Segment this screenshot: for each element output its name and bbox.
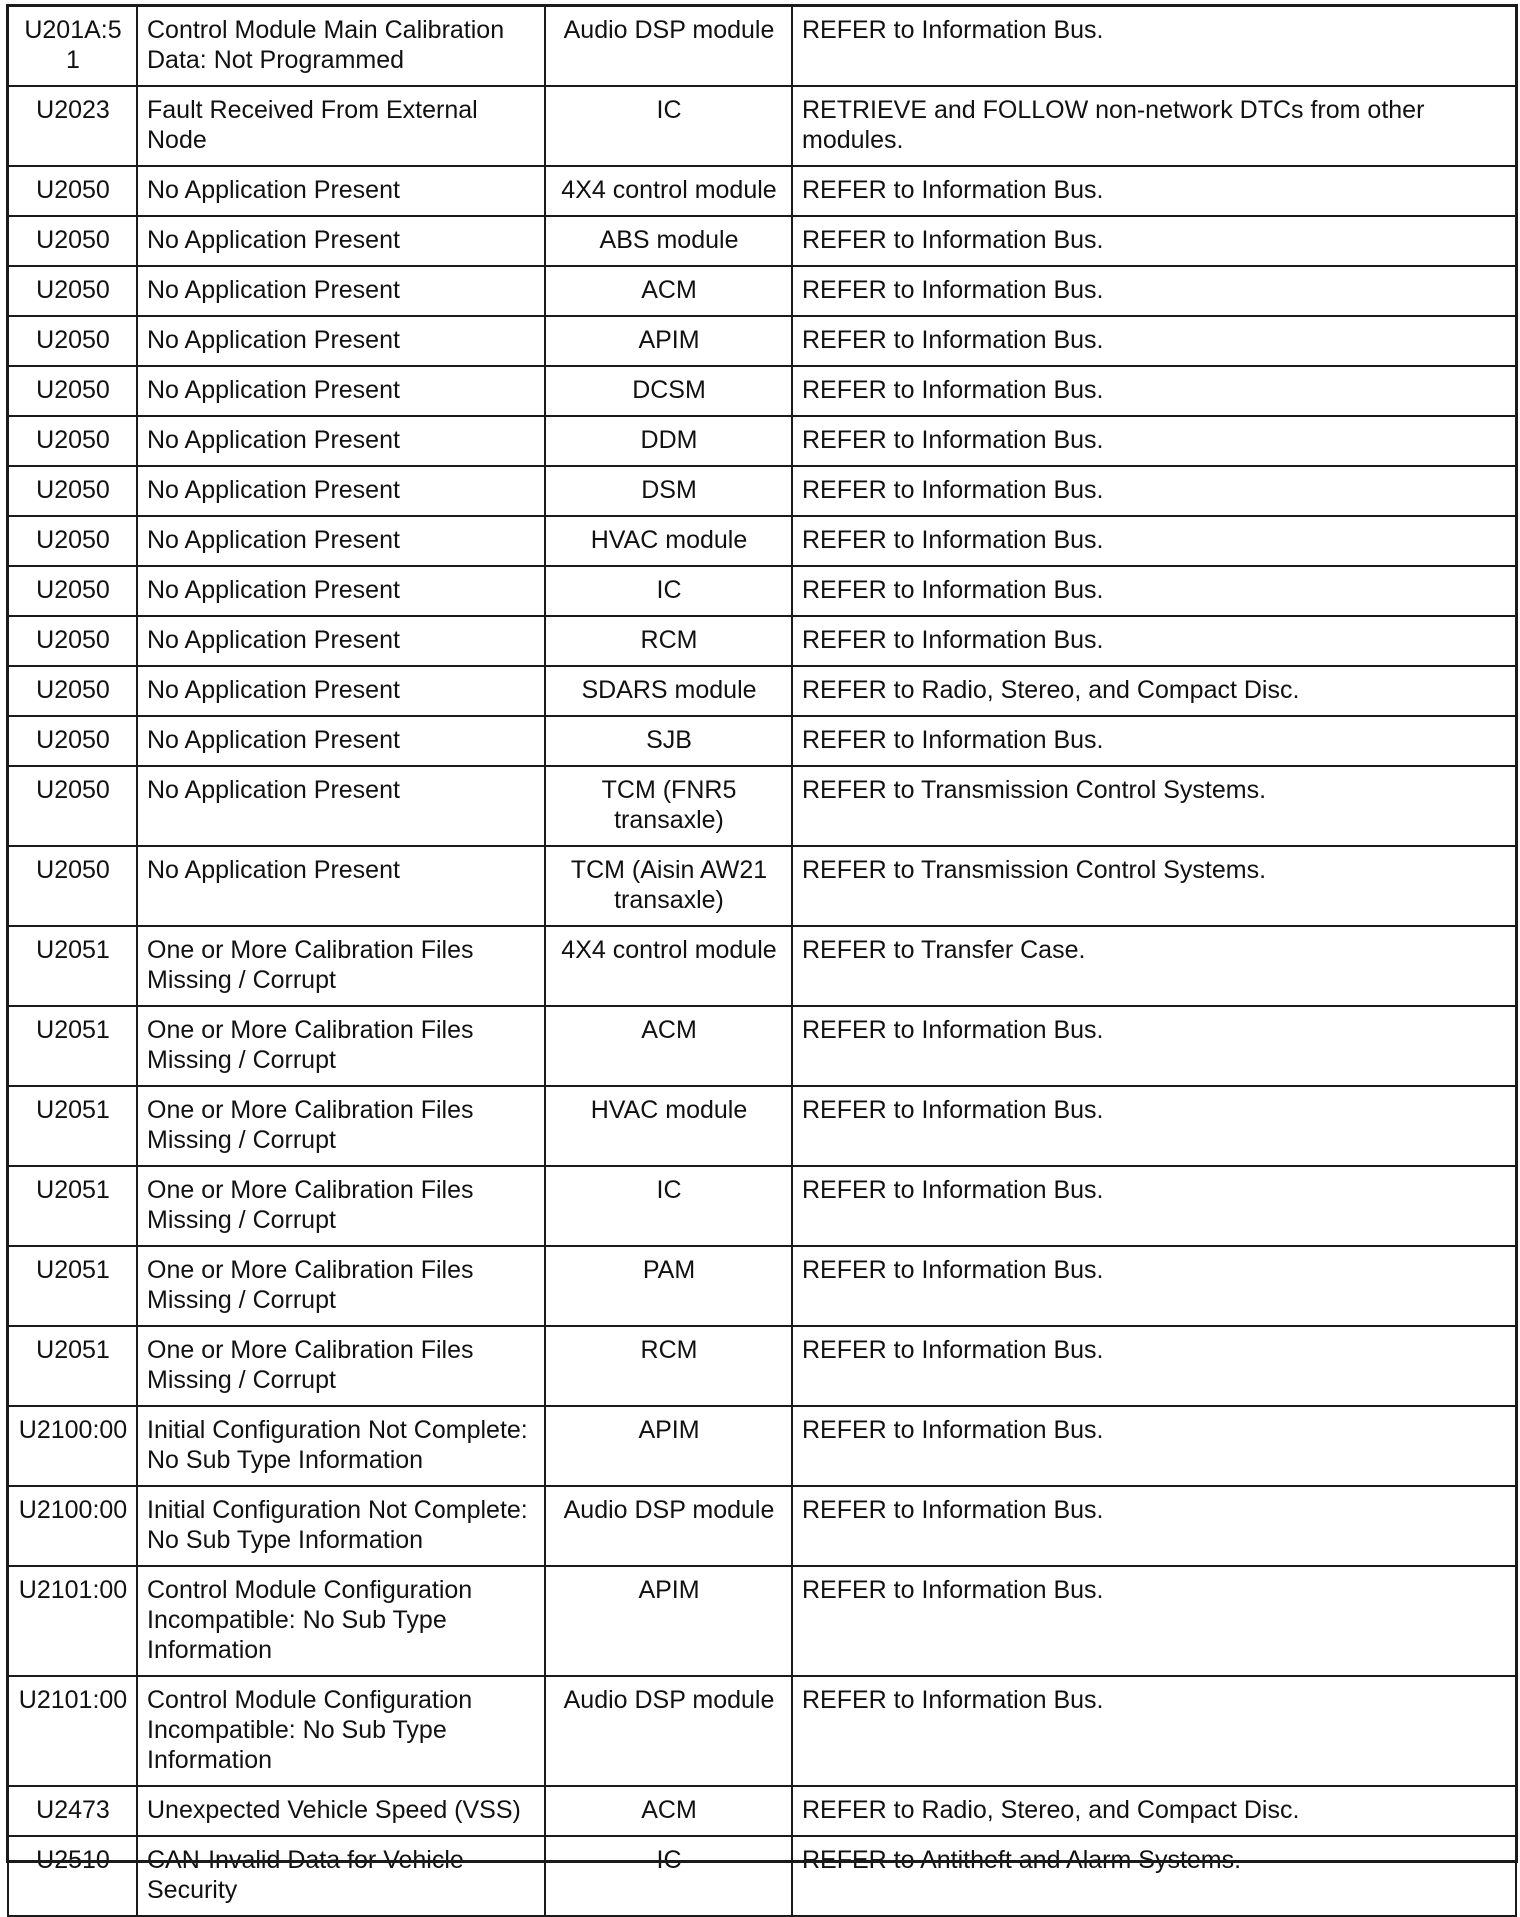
dtc-module: ACM bbox=[545, 1786, 792, 1836]
dtc-code: U2050 bbox=[8, 166, 137, 216]
dtc-code: U2051 bbox=[8, 1166, 137, 1246]
dtc-description: No Application Present bbox=[137, 216, 545, 266]
dtc-description: Control Module Configuration Incompatible: No Sub Type Information bbox=[137, 1566, 545, 1676]
table-row bbox=[8, 86, 1516, 166]
dtc-module: IC bbox=[545, 566, 792, 616]
dtc-action: REFER to Information Bus. bbox=[792, 1486, 1516, 1566]
table-row bbox=[8, 316, 1516, 366]
dtc-description: No Application Present bbox=[137, 266, 545, 316]
dtc-description: One or More Calibration Files Missing / Corrupt bbox=[137, 1086, 545, 1166]
dtc-module: TCM (Aisin AW21 transaxle) bbox=[545, 846, 792, 926]
table-row bbox=[8, 416, 1516, 466]
dtc-action: REFER to Information Bus. bbox=[792, 166, 1516, 216]
dtc-code: U2050 bbox=[8, 666, 137, 716]
dtc-module: SJB bbox=[545, 716, 792, 766]
dtc-description: No Application Present bbox=[137, 166, 545, 216]
dtc-action: REFER to Information Bus. bbox=[792, 266, 1516, 316]
dtc-code: U2050 bbox=[8, 466, 137, 516]
dtc-description: One or More Calibration Files Missing / Corrupt bbox=[137, 1006, 545, 1086]
table-row bbox=[8, 766, 1516, 846]
table-row bbox=[8, 1836, 1516, 1916]
table-row bbox=[8, 1166, 1516, 1246]
table-row bbox=[8, 266, 1516, 316]
dtc-module: ACM bbox=[545, 1006, 792, 1086]
dtc-module: IC bbox=[545, 1836, 792, 1916]
dtc-module: APIM bbox=[545, 316, 792, 366]
dtc-action: REFER to Information Bus. bbox=[792, 1006, 1516, 1086]
dtc-description: No Application Present bbox=[137, 766, 545, 846]
dtc-code: U2051 bbox=[8, 926, 137, 1006]
dtc-description: No Application Present bbox=[137, 616, 545, 666]
dtc-module: IC bbox=[545, 86, 792, 166]
dtc-code: U2050 bbox=[8, 266, 137, 316]
dtc-module: ABS module bbox=[545, 216, 792, 266]
dtc-code: U2051 bbox=[8, 1246, 137, 1326]
dtc-action: REFER to Information Bus. bbox=[792, 1326, 1516, 1406]
dtc-code: U2050 bbox=[8, 366, 137, 416]
dtc-action: REFER to Information Bus. bbox=[792, 1676, 1516, 1786]
table-row bbox=[8, 1406, 1516, 1486]
dtc-module: TCM (FNR5 transaxle) bbox=[545, 766, 792, 846]
dtc-description: Control Module Main Calibration Data: Not Programmed bbox=[137, 6, 545, 86]
dtc-action: REFER to Information Bus. bbox=[792, 566, 1516, 616]
dtc-action: REFER to Transmission Control Systems. bbox=[792, 846, 1516, 926]
dtc-action: REFER to Information Bus. bbox=[792, 716, 1516, 766]
dtc-code: U2100:00 bbox=[8, 1406, 137, 1486]
table-row bbox=[8, 666, 1516, 716]
dtc-module: Audio DSP module bbox=[545, 1486, 792, 1566]
dtc-action: REFER to Information Bus. bbox=[792, 216, 1516, 266]
dtc-code: U2050 bbox=[8, 716, 137, 766]
table-row bbox=[8, 716, 1516, 766]
dtc-table bbox=[7, 5, 1517, 1917]
dtc-code: U2050 bbox=[8, 846, 137, 926]
dtc-code: U2050 bbox=[8, 566, 137, 616]
table-row bbox=[8, 1676, 1516, 1786]
dtc-description: Initial Configuration Not Complete: No Sub Type Information bbox=[137, 1486, 545, 1566]
dtc-module: Audio DSP module bbox=[545, 1676, 792, 1786]
table-row bbox=[8, 1566, 1516, 1676]
table-row bbox=[8, 926, 1516, 1006]
dtc-description: One or More Calibration Files Missing / Corrupt bbox=[137, 926, 545, 1006]
dtc-description: One or More Calibration Files Missing / Corrupt bbox=[137, 1166, 545, 1246]
dtc-code: U2101:00 bbox=[8, 1566, 137, 1676]
dtc-description: Unexpected Vehicle Speed (VSS) bbox=[137, 1786, 545, 1836]
table-row bbox=[8, 516, 1516, 566]
dtc-action: REFER to Information Bus. bbox=[792, 616, 1516, 666]
dtc-code: U2100:00 bbox=[8, 1486, 137, 1566]
dtc-module: APIM bbox=[545, 1566, 792, 1676]
dtc-module: SDARS module bbox=[545, 666, 792, 716]
dtc-module: PAM bbox=[545, 1246, 792, 1326]
dtc-description: One or More Calibration Files Missing / Corrupt bbox=[137, 1326, 545, 1406]
dtc-action: REFER to Radio, Stereo, and Compact Disc. bbox=[792, 1786, 1516, 1836]
dtc-code: U2050 bbox=[8, 516, 137, 566]
dtc-description: No Application Present bbox=[137, 316, 545, 366]
dtc-description: No Application Present bbox=[137, 846, 545, 926]
table-row bbox=[8, 1786, 1516, 1836]
table-row bbox=[8, 1006, 1516, 1086]
dtc-module: DSM bbox=[545, 466, 792, 516]
dtc-action: REFER to Information Bus. bbox=[792, 1406, 1516, 1486]
dtc-code: U2050 bbox=[8, 316, 137, 366]
dtc-description: Fault Received From External Node bbox=[137, 86, 545, 166]
dtc-module: IC bbox=[545, 1166, 792, 1246]
dtc-action: REFER to Information Bus. bbox=[792, 1086, 1516, 1166]
dtc-module: RCM bbox=[545, 1326, 792, 1406]
dtc-description: No Application Present bbox=[137, 716, 545, 766]
dtc-description: No Application Present bbox=[137, 516, 545, 566]
table-row bbox=[8, 466, 1516, 516]
dtc-code: U2051 bbox=[8, 1086, 137, 1166]
dtc-action: REFER to Information Bus. bbox=[792, 6, 1516, 86]
dtc-code: U2101:00 bbox=[8, 1676, 137, 1786]
dtc-module: 4X4 control module bbox=[545, 926, 792, 1006]
dtc-description: No Application Present bbox=[137, 466, 545, 516]
dtc-code: U2051 bbox=[8, 1006, 137, 1086]
dtc-module: ACM bbox=[545, 266, 792, 316]
dtc-code: U2473 bbox=[8, 1786, 137, 1836]
table-row bbox=[8, 1246, 1516, 1326]
dtc-action: REFER to Information Bus. bbox=[792, 1566, 1516, 1676]
dtc-action: REFER to Antitheft and Alarm Systems. bbox=[792, 1836, 1516, 1916]
dtc-action: REFER to Information Bus. bbox=[792, 1246, 1516, 1326]
dtc-action: REFER to Radio, Stereo, and Compact Disc. bbox=[792, 666, 1516, 716]
dtc-code: U2050 bbox=[8, 416, 137, 466]
dtc-action: REFER to Information Bus. bbox=[792, 416, 1516, 466]
table-row bbox=[8, 216, 1516, 266]
dtc-module: Audio DSP module bbox=[545, 6, 792, 86]
table-row bbox=[8, 616, 1516, 666]
dtc-code: U201A:51 bbox=[8, 6, 137, 86]
dtc-module: RCM bbox=[545, 616, 792, 666]
table-row bbox=[8, 846, 1516, 926]
dtc-action: REFER to Transfer Case. bbox=[792, 926, 1516, 1006]
table-row bbox=[8, 1086, 1516, 1166]
dtc-action: REFER to Information Bus. bbox=[792, 366, 1516, 416]
table-row bbox=[8, 1486, 1516, 1566]
dtc-module: 4X4 control module bbox=[545, 166, 792, 216]
dtc-description: CAN-Invalid Data for Vehicle Security bbox=[137, 1836, 545, 1916]
dtc-code: U2050 bbox=[8, 616, 137, 666]
dtc-module: DCSM bbox=[545, 366, 792, 416]
table-row bbox=[8, 166, 1516, 216]
dtc-code: U2023 bbox=[8, 86, 137, 166]
dtc-description: Control Module Configuration Incompatible: No Sub Type Information bbox=[137, 1676, 545, 1786]
dtc-code: U2510 bbox=[8, 1836, 137, 1916]
dtc-action: REFER to Information Bus. bbox=[792, 516, 1516, 566]
dtc-module: APIM bbox=[545, 1406, 792, 1486]
dtc-description: No Application Present bbox=[137, 666, 545, 716]
dtc-action: RETRIEVE and FOLLOW non-network DTCs from other modules. bbox=[792, 86, 1516, 166]
table-row bbox=[8, 6, 1516, 86]
dtc-module: HVAC module bbox=[545, 1086, 792, 1166]
table-row bbox=[8, 566, 1516, 616]
table-row bbox=[8, 1326, 1516, 1406]
dtc-code: U2051 bbox=[8, 1326, 137, 1406]
dtc-description: No Application Present bbox=[137, 416, 545, 466]
dtc-action: REFER to Information Bus. bbox=[792, 466, 1516, 516]
table-row bbox=[8, 366, 1516, 416]
dtc-description: No Application Present bbox=[137, 366, 545, 416]
dtc-action: REFER to Transmission Control Systems. bbox=[792, 766, 1516, 846]
dtc-code: U2050 bbox=[8, 216, 137, 266]
dtc-module: DDM bbox=[545, 416, 792, 466]
dtc-description: No Application Present bbox=[137, 566, 545, 616]
dtc-description: One or More Calibration Files Missing / Corrupt bbox=[137, 1246, 545, 1326]
dtc-module: HVAC module bbox=[545, 516, 792, 566]
dtc-action: REFER to Information Bus. bbox=[792, 316, 1516, 366]
dtc-code: U2050 bbox=[8, 766, 137, 846]
dtc-action: REFER to Information Bus. bbox=[792, 1166, 1516, 1246]
dtc-description: Initial Configuration Not Complete: No Sub Type Information bbox=[137, 1406, 545, 1486]
